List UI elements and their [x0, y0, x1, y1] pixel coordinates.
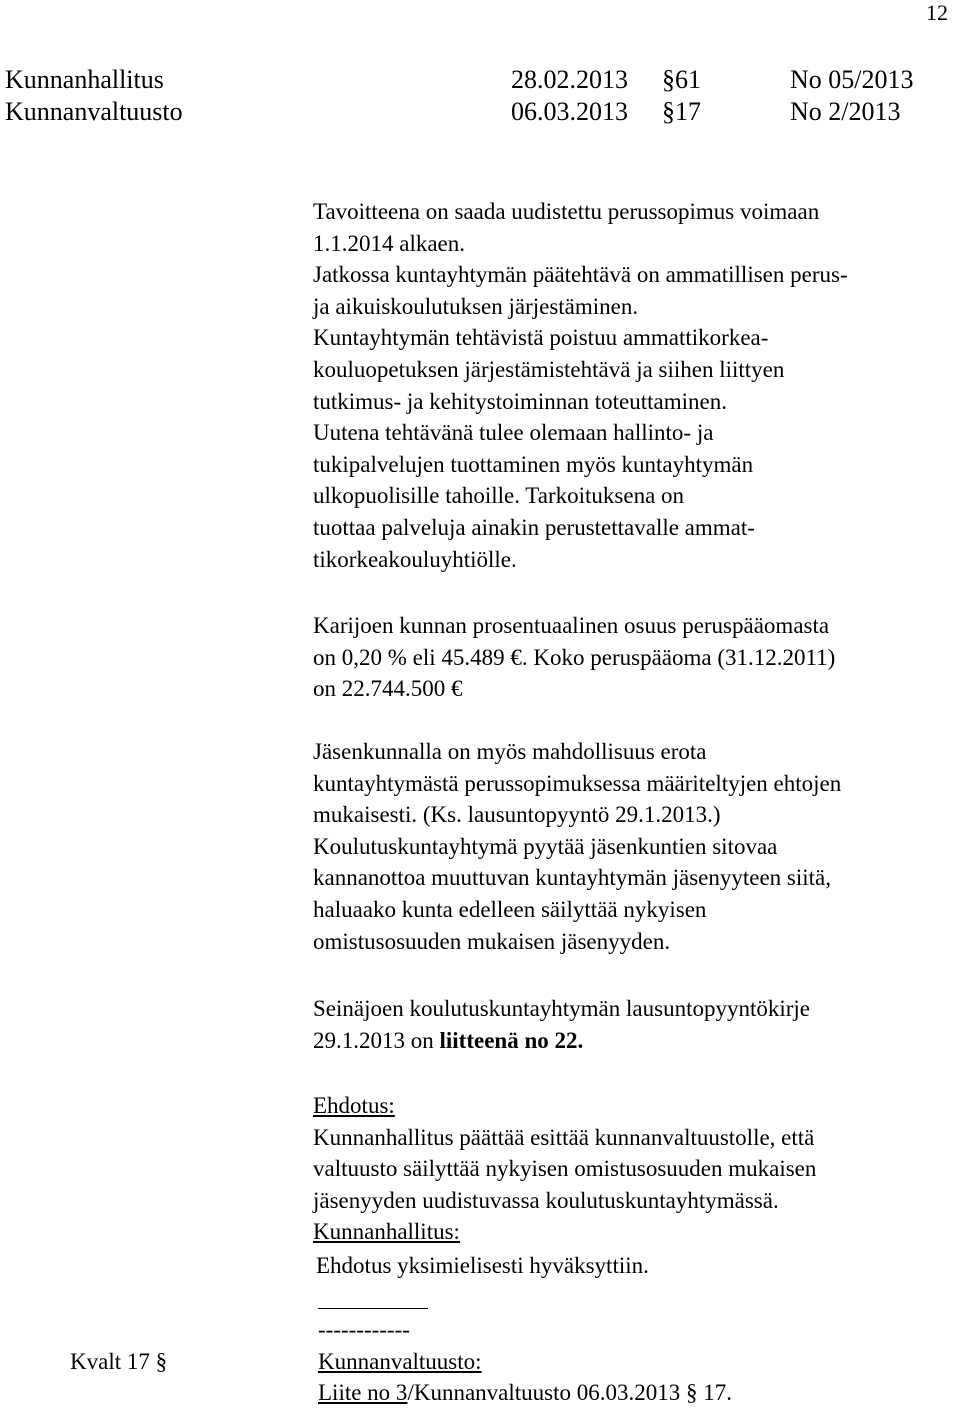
text-line: omistusosuuden mukaisen jäsenyyden.: [313, 928, 671, 954]
paragraph-attachment: [313, 993, 810, 1056]
paragraph-share: [313, 610, 835, 705]
text-line: kuntayhtymästä perussopimuksessa määriteltyjen ehtojen: [313, 770, 842, 796]
header-no-council: No 2/2013: [790, 97, 901, 126]
header-section-board-number: 61: [675, 65, 701, 94]
text-line: on 0,20 % eli 45.489 €. Koko peruspääoma (31.12.2011): [313, 644, 836, 670]
text-line: jäsenyyden uudistuvassa koulutuskuntayhtymässä.: [313, 1187, 779, 1213]
text-line: Tavoitteena on saada uudistettu perussopimus voimaan: [313, 199, 820, 224]
text-line: tuottaa palveluja ainakin perustettavalle ammat-: [313, 514, 755, 540]
paragraph-goal: [313, 196, 848, 575]
header-body-board: Kunnanhallitus: [5, 65, 164, 94]
text-line: on 22.744.500 €: [313, 676, 463, 702]
text-line: [313, 1025, 810, 1057]
text-line: Jäsenkunnalla on myös mahdollisuus erota: [313, 739, 707, 764]
text-span: 29.1.2013 on: [313, 1027, 440, 1053]
attachment-link[interactable]: Liite no 3: [318, 1380, 408, 1405]
margin-label: Kvalt 17 §: [70, 1349, 168, 1374]
board-decision: Ehdotus yksimielisesti hyväksyttiin.: [316, 1253, 649, 1278]
text-line: kouluopetuksen järjestämistehtävä ja siihen liittyen: [313, 356, 785, 382]
header-no-board: No 05/2013: [790, 65, 914, 94]
header-body-council: Kunnanvaltuusto: [5, 97, 183, 126]
council-attachment: [318, 1377, 732, 1409]
text-line: ulkopuolisille tahoille. Tarkoituksena on: [313, 483, 685, 509]
header-date-board: 28.02.2013: [511, 65, 628, 94]
paragraph-membership: [313, 736, 841, 957]
council-heading: Kunnanvaltuusto:: [318, 1349, 482, 1374]
dash-separator: ------------: [318, 1317, 410, 1342]
text-line: Uutena tehtävänä tulee olemaan hallinto- ja: [313, 420, 714, 446]
header-section-council: §17: [662, 97, 701, 126]
text-line: Koulutuskuntayhtymä pyytää jäsenkuntien sitovaa: [313, 833, 778, 859]
text-line: tikorkeakouluyhtiölle.: [313, 546, 517, 572]
proposal-heading: Ehdotus:: [313, 1093, 395, 1118]
text-line: haluaako kunta edelleen säilyttää nykyisen: [313, 896, 707, 922]
text-line: ja aikuiskoulutuksen järjestäminen.: [313, 293, 639, 319]
text-line: Kunnanhallitus päättää esittää kunnanvaltuustolle, että: [313, 1124, 815, 1150]
page-number: 12: [926, 0, 948, 25]
text-span: /Kunnanvaltuusto 06.03.2013 § 17.: [407, 1380, 732, 1405]
text-line: Seinäjoen koulutuskuntayhtymän lausuntopyyntökirje: [313, 996, 810, 1021]
text-line: tukipalvelujen tuottaminen myös kuntayhtymän: [313, 451, 754, 477]
header-date-council: 06.03.2013: [511, 97, 628, 126]
header-section-council-number: 17: [675, 97, 701, 126]
text-line: tutkimus- ja kehitystoiminnan toteuttaminen.: [313, 388, 727, 414]
text-line: Kuntayhtymän tehtävistä poistuu ammattikorkea-: [313, 325, 769, 351]
proposal-section: [313, 1090, 816, 1248]
text-line: 1.1.2014 alkaen.: [313, 230, 466, 256]
header-section-board: §61: [662, 65, 701, 94]
board-heading: Kunnanhallitus:: [313, 1219, 460, 1245]
text-line: Jatkossa kuntayhtymän päätehtävä on ammatillisen perus-: [313, 262, 848, 288]
text-line: kannanottoa muuttuvan kuntayhtymän jäsenyyteen siitä,: [313, 865, 832, 891]
separator-line: [318, 1308, 428, 1309]
text-line: mukaisesti. (Ks. lausuntopyyntö 29.1.2013.): [313, 802, 721, 828]
text-line: valtuusto säilyttää nykyisen omistusosuuden mukaisen: [313, 1156, 817, 1182]
attachment-reference: liitteenä no 22.: [439, 1027, 584, 1053]
text-line: Karijoen kunnan prosentuaalinen osuus peruspääomasta: [313, 613, 830, 638]
